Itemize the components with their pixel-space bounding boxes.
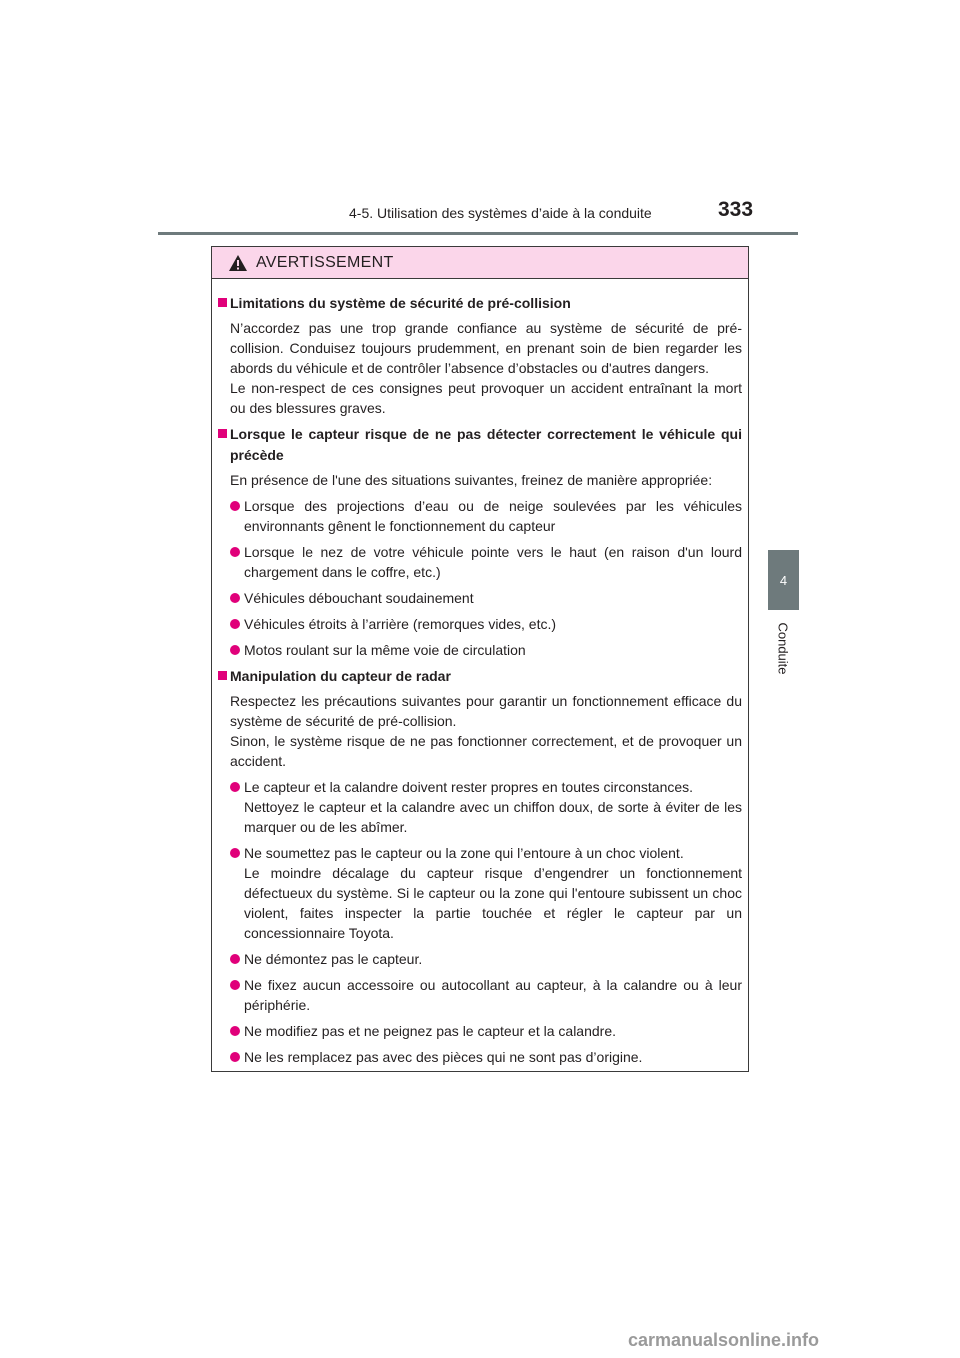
paragraph: Respectez les précautions suivantes pour garantir un fonctionnement efficace du système de sécurité de pré-collision. [230, 693, 742, 729]
page-number: 333 [718, 198, 754, 221]
warning-content [212, 279, 748, 1067]
list-item: Véhicules débouchant soudainement [218, 588, 742, 608]
round-bullet-icon [230, 501, 240, 511]
list-item: Ne les remplacez pas avec des pièces qui ne sont pas d’origine. [218, 1047, 742, 1067]
round-bullet-icon [230, 619, 240, 629]
round-bullet-icon [230, 980, 240, 990]
square-bullet-icon [218, 671, 227, 680]
chapter-tab [768, 550, 799, 610]
round-bullet-icon [230, 645, 240, 655]
warning-title: AVERTISSEMENT [256, 253, 394, 271]
chapter-label [765, 612, 801, 684]
chapter-number: 4 [779, 572, 788, 588]
warning-triangle-icon [228, 254, 248, 272]
paragraph: N’accordez pas une trop grande confiance au système de sécurité de pré-collision. Conduisez toujours prudemment, en prenant soin de bien regarder les abords du véhicule et de contrôler l’absence d’obstacles ou d'autres dangers. [230, 320, 742, 376]
round-bullet-icon [230, 954, 240, 964]
watermark[interactable]: carmanualsonline.info [628, 1330, 820, 1350]
paragraph: En présence de l'une des situations suivantes, freinez de manière appropriée: [230, 472, 713, 488]
round-bullet-icon [230, 1026, 240, 1036]
header-rule [158, 232, 798, 235]
list-item: Lorsque le nez de votre véhicule pointe vers le haut (en raison d'un lourd chargement dans le coffre, etc.) [218, 542, 742, 582]
warning-header [212, 247, 748, 279]
round-bullet-icon [230, 1052, 240, 1062]
list-item: Ne modifiez pas et ne peignez pas le capteur et la calandre. [218, 1021, 742, 1041]
section-title: Manipulation du capteur de radar [218, 666, 742, 687]
round-bullet-icon [230, 547, 240, 557]
section-radar-handling [218, 666, 742, 1067]
list-item: Véhicules étroits à l’arrière (remorques vides, etc.) [218, 614, 742, 634]
section-limitations [218, 293, 742, 418]
square-bullet-icon [218, 298, 227, 307]
warning-box [211, 246, 749, 1072]
section-title: Limitations du système de sécurité de pré-collision [218, 293, 742, 314]
running-header: 4-5. Utilisation des systèmes d’aide à la conduite [349, 205, 652, 221]
round-bullet-icon [230, 782, 240, 792]
list-item: Ne fixez aucun accessoire ou autocollant au capteur, à la calandre ou à leur périphérie. [218, 975, 742, 1015]
round-bullet-icon [230, 593, 240, 603]
list-item: Ne soumettez pas le capteur ou la zone qui l’entoure à un choc violent. Le moindre décalage du capteur risque d’engendrer un fonctionnement défectueux du système. Si le capteur ou la zone qui l'entoure subissent un choc violent, faites inspecter la partie touchée et régler le capteur par un concessionnaire Toyota. [218, 843, 742, 943]
section-detection [218, 424, 742, 660]
paragraph: Sinon, le système risque de ne pas fonctionner correctement, et de provoquer un accident. [230, 733, 742, 769]
list-item: Motos roulant sur la même voie de circulation [218, 640, 742, 660]
section-title: Lorsque le capteur risque de ne pas détecter correctement le véhicule qui précède [218, 424, 742, 466]
paragraph: Le non-respect de ces consignes peut provoquer un accident entraînant la mort ou des blessures graves. [230, 380, 742, 416]
chapter-label-text: Conduite [775, 621, 791, 675]
square-bullet-icon [218, 429, 227, 438]
round-bullet-icon [230, 848, 240, 858]
list-item: Ne démontez pas le capteur. [218, 949, 742, 969]
list-item: Lorsque des projections d’eau ou de neige soulevées par les véhicules environnants gênent le fonctionnement du capteur [218, 496, 742, 536]
list-item: Le capteur et la calandre doivent rester propres en toutes circonstances. Nettoyez le capteur et la calandre avec un chiffon doux, de sorte à éviter de les marquer ou de les abîmer. [218, 777, 742, 837]
